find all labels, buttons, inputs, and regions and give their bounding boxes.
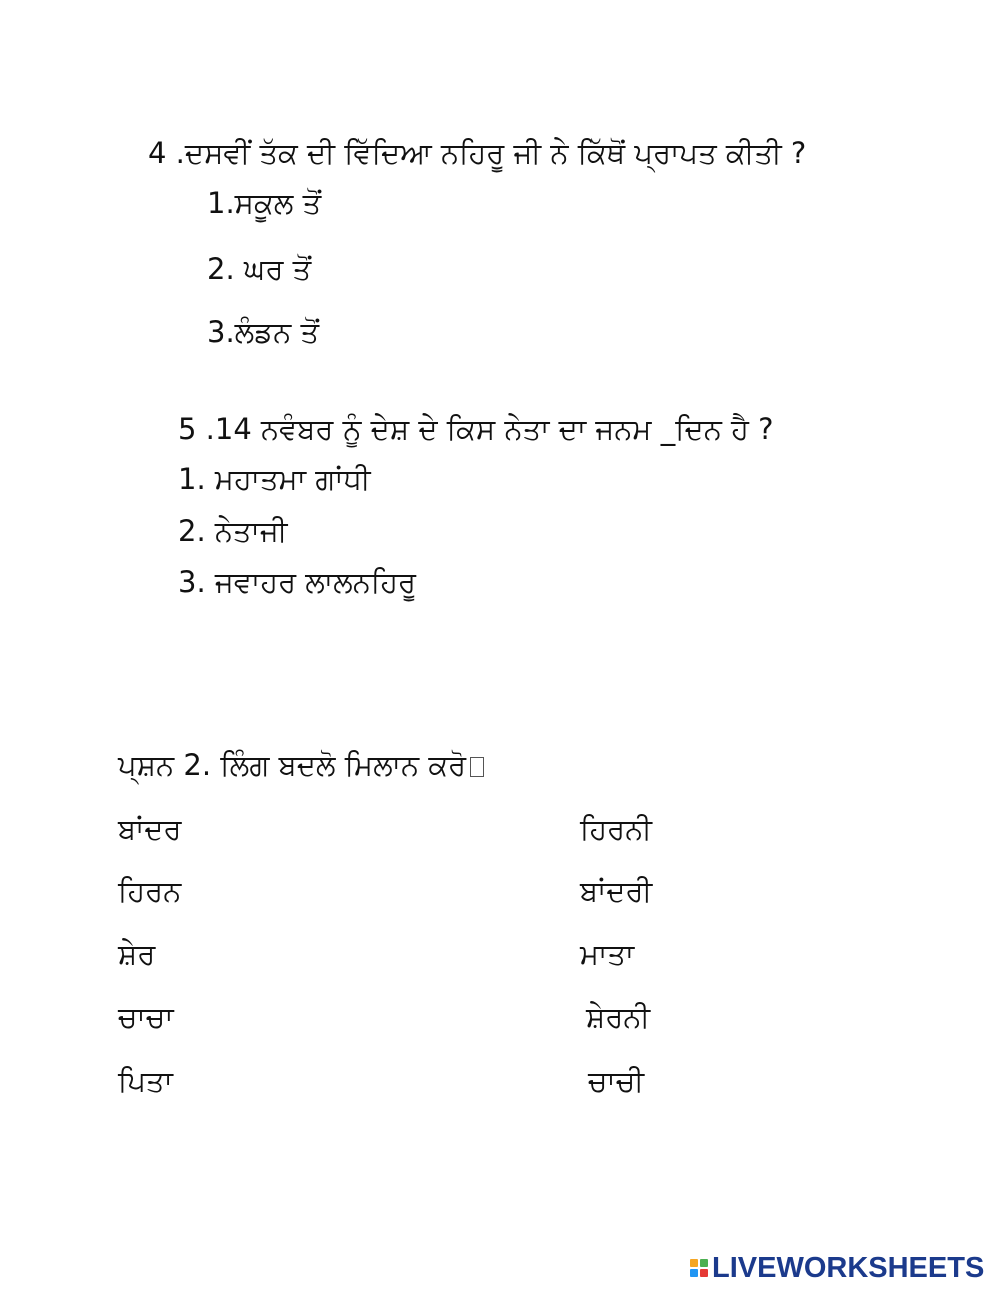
liveworksheets-logo — [690, 1250, 984, 1286]
logo-mark-icon — [690, 1259, 708, 1277]
logo-square-1 — [690, 1259, 698, 1267]
missing-glyph-box-icon — [470, 757, 484, 777]
match-left-2: ਹਿਰਨ — [118, 874, 182, 908]
logo-text: LIVEWORKSHEETS — [712, 1251, 985, 1284]
question-5-title: 5 .14 ਨਵੰਬਰ ਨੂੰ ਦੇਸ਼ ਦੇ ਕਿਸ ਨੇਤਾ ਦਾ ਜਨਮ _ਦਿਨ ਹੈ ? — [178, 412, 774, 446]
question-4-option-2: 2. ਘਰ ਤੋਂ — [207, 252, 312, 286]
section-2-title — [118, 746, 484, 784]
question-4-title: 4 .ਦਸਵੀਂ ਤੱਕ ਦੀ ਵਿੱਦਿਆ ਨਹਿਰੂ ਜੀ ਨੇ ਕਿੱਥੋਂ ਪ੍ਰਾਪਤ ਕੀਤੀ ? — [148, 136, 807, 170]
match-left-3: ਸ਼ੇਰ — [118, 937, 156, 971]
question-5-option-2: 2. ਨੇਤਾਜੀ — [178, 514, 288, 548]
logo-square-3 — [690, 1269, 698, 1277]
match-left-1: ਬਾਂਦਰ — [118, 812, 182, 846]
section-2-title-text: ਪ੍ਸ਼ਨ 2. ਲਿੰਗ ਬਦਲੋ ਮਿਲਾਨ ਕਰੋ — [118, 748, 467, 782]
match-right-4: ਸ਼ੇਰਨੀ — [586, 1000, 651, 1034]
logo-square-4 — [700, 1269, 708, 1277]
match-right-5: ਚਾਚੀ — [588, 1064, 645, 1098]
question-4-option-3: 3.ਲੰਡਨ ਤੋਂ — [207, 315, 320, 349]
match-left-5: ਪਿਤਾ — [118, 1064, 173, 1098]
question-5-option-3: 3. ਜਵਾਹਰ ਲਾਲਨਹਿਰੂ — [178, 565, 417, 599]
question-5-option-1: 1. ਮਹਾਤਮਾ ਗਾਂਧੀ — [178, 462, 371, 496]
match-right-2: ਬਾਂਦਰੀ — [580, 874, 653, 908]
match-right-1: ਹਿਰਨੀ — [580, 812, 652, 846]
logo-square-2 — [700, 1259, 708, 1267]
question-4-option-1: 1.ਸਕੂਲ ਤੋਂ — [207, 186, 322, 220]
match-right-3: ਮਾਤਾ — [580, 937, 635, 971]
match-left-4: ਚਾਚਾ — [118, 1000, 174, 1034]
